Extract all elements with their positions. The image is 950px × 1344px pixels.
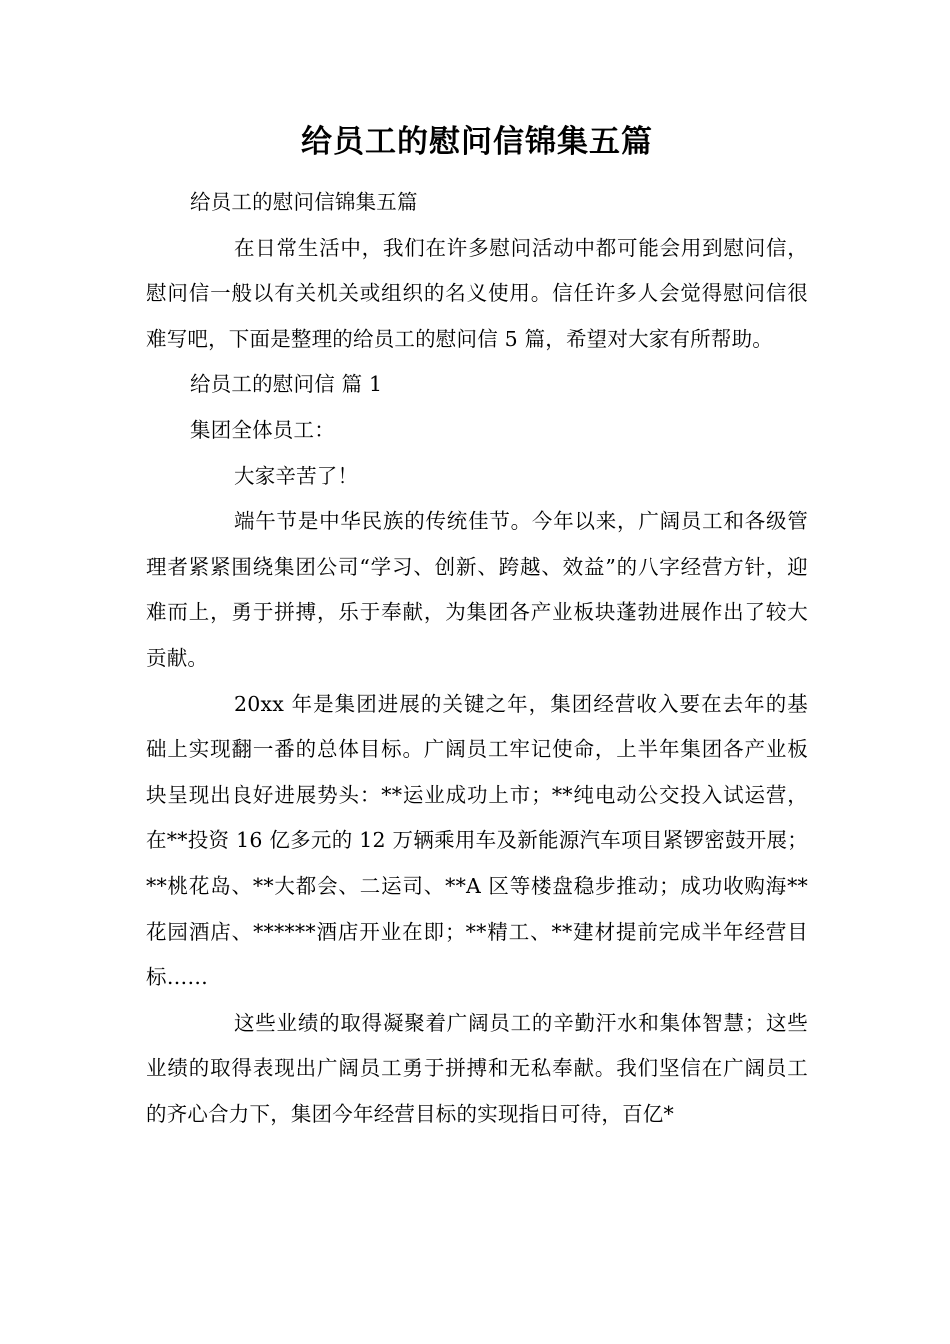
salutation: 集团全体员工： <box>190 417 335 442</box>
body-paragraph: 这些业绩的取得凝聚着广阔员工的辛勤汗水和集体智慧；这些业绩的取得表现出广阔员工勇于拼搏和无私奉献。我们坚信在广阔员工的齐心合力下，集团今年经营目标的实现指日可待，百亿* <box>146 1010 808 1126</box>
body-paragraph: 端午节是中华民族的传统佳节。今年以来，广阔员工和各级管理者紧紧围绕集团公司“学习、创新、跨越、效益”的八字经营方针，迎难而上，勇于拼搏，乐于奉献，为集团各产业板块蓬勃进展作出了较大贡献。 <box>146 509 808 670</box>
body-paragraph: 20xx 年是集团进展的关键之年，集团经营收入要在去年的基础上实现翻一番的总体目标。广阔员工牢记使命，上半年集团各产业板块呈现出良好进展势头：**运业成功上市；**纯电动公交投入试运营，在**投资 16 亿多元的 12 万辆乘用车及新能源汽车项目紧锣密鼓开展；**桃花岛、**大都会、二运司、**A 区等楼盘稳步推动；成功收购海**花园酒店、******酒店开业在即；**精工、**建材提前完成半年经营目标…… <box>146 691 808 990</box>
greeting: 大家辛苦了！ <box>234 463 359 488</box>
intro-paragraph: 在日常生活中，我们在许多慰问活动中都可能会用到慰问信，慰问信一般以有关机关或组织的名义使用。信任许多人会觉得慰问信很难写吧，下面是整理的给员工的慰问信 5 篇，希望对大家有所帮助。 <box>146 235 808 351</box>
document-title: 给员工的慰问信锦集五篇 <box>301 124 653 160</box>
document-body <box>146 180 808 1137</box>
subtitle-paragraph: 给员工的慰问信锦集五篇 <box>190 190 418 214</box>
section-heading: 给员工的慰问信 篇 1 <box>190 372 383 397</box>
